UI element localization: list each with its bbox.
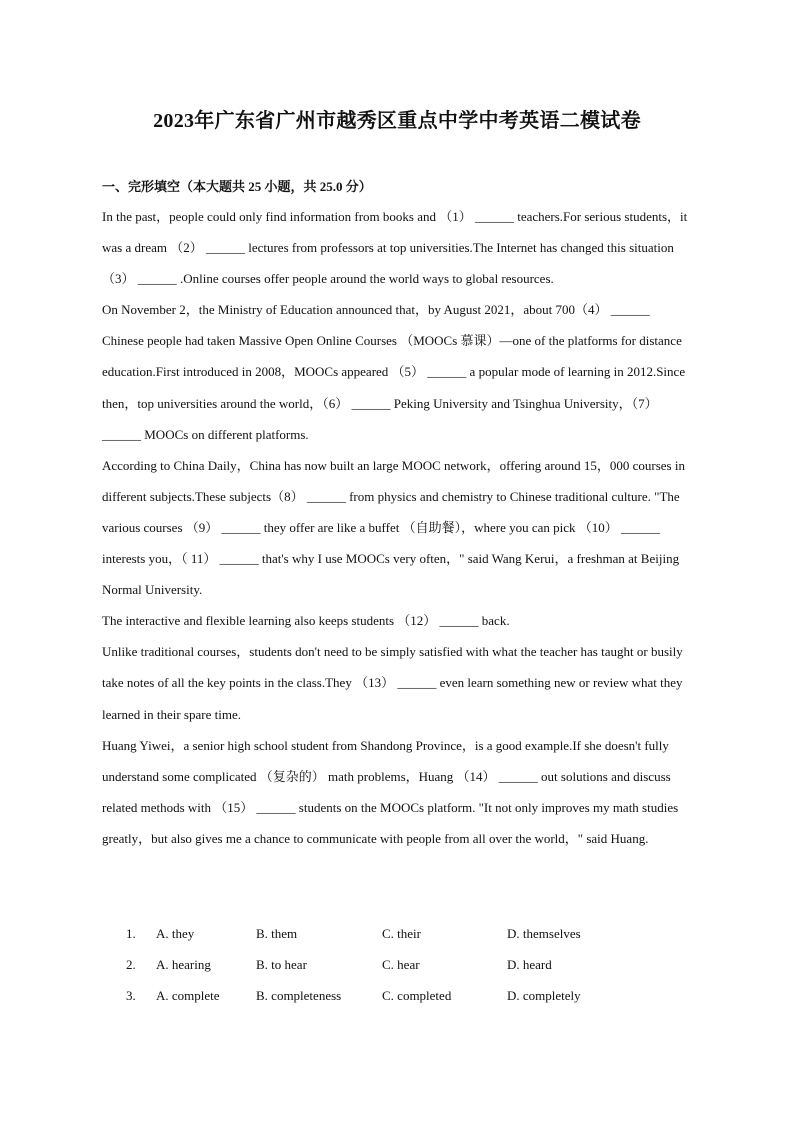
option-b: B. them	[256, 926, 298, 941]
passage-paragraph: Huang Yiwei，a senior high school student from Shandong Province，is a good example.If she doesn't fully understand some complicated （复杂的） math problems，Huang （14） ______ out solutions and discuss related methods with （15） ______ students on the MOOCs platform. "It not only improves my math studies greatly，but also gives me a chance to communicate with people from all over the world，" said Huang.	[102, 737, 679, 846]
question-number: 1.	[126, 926, 136, 941]
option-d: D. completely	[507, 988, 581, 1004]
passage-paragraph: In the past，people could only find information from books and （1） ______ teachers.For serious students，it was a dream （2） ______ lectures from professors at top universities.The Internet has changed this situation （3） ______ .Online courses offer people around the world ways to global resources.	[102, 209, 688, 287]
question-number: 2.	[126, 957, 136, 973]
passage-paragraph: Unlike traditional courses，students don't need to be simply satisfied with what the teacher has taught or busily take notes of all the key points in the class.They （13） ______ even learn something new or review what they learned in their spare time.	[102, 644, 683, 722]
question-options-row	[102, 949, 694, 980]
question-number: 3.	[126, 988, 136, 1004]
cloze-passage	[102, 201, 694, 854]
option-c: C. their	[382, 926, 421, 941]
exam-title: 2023年广东省广州市越秀区重点中学中考英语二模试卷	[153, 110, 641, 132]
answer-options	[102, 918, 694, 1011]
option-c: C. hear	[382, 957, 420, 973]
option-b: B. completeness	[256, 988, 342, 1004]
option-d: D. themselves	[507, 926, 581, 941]
section-heading: 一、完形填空（本大题共 25 小题，共 25.0 分）	[102, 179, 372, 194]
passage-paragraph: According to China Daily，China has now built an large MOOC network，offering around 15，000 courses in different subjects.These subjects（8） ______ from physics and chemistry to Chinese traditional culture. "The various courses （9） ______ they offer are like a buffet （自助餐），where you can pick （10） ______ interests you，（ 11） ______ that's why I use MOOCs very often，" said Wang Kerui，a freshman at Beijing Normal University.	[102, 457, 685, 598]
option-a: A. hearing	[156, 957, 211, 973]
option-a: A. they	[156, 926, 195, 941]
option-b: B. to hear	[256, 957, 307, 973]
option-d: D. heard	[507, 957, 552, 973]
passage-paragraph: The interactive and flexible learning also keeps students （12） ______ back.	[102, 613, 510, 629]
option-a: A. complete	[156, 988, 220, 1004]
option-c: C. completed	[382, 988, 452, 1004]
passage-paragraph: On November 2，the Ministry of Education announced that，by August 2021，about 700（4） ______ Chinese people had taken Massive Open Online Courses （MOOCs 慕课）—one of the platforms for distance education.First introduced in 2008，MOOCs appeared （5） ______ a popular mode of learning in 2012.Since then，top universities around the world，（6） ______ Peking University and Tsinghua University，（7） ______ MOOCs on different platforms.	[102, 302, 686, 442]
question-options-row	[102, 918, 694, 949]
question-options-row	[102, 980, 694, 1011]
